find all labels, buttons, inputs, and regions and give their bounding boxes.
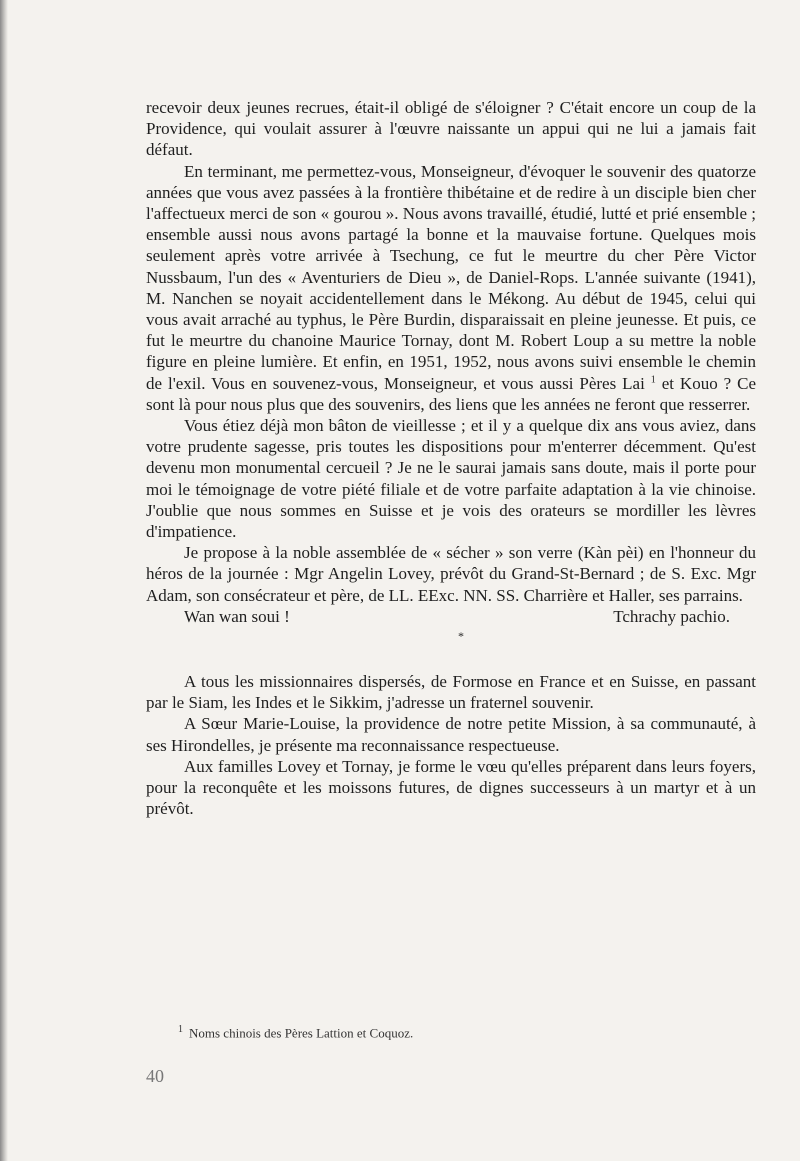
paragraph: A Sœur Marie-Louise, la providence de notre petite Mission, à sa communauté, à ses Hirondelles, je présente ma reconnaissance respectueuse. (146, 714, 756, 755)
footnote-reference: 1 (650, 373, 656, 385)
footnote (178, 1024, 413, 1041)
paragraph-text: En terminant, me permettez-vous, Monseigneur, d'évoquer le souvenir des quatorze années que vous avez passées à la frontière thibétaine et de redire à un disciple bien cher l'affectueux merci de son « gourou ». Nous avons travaillé, étudié, lutté et prié ensemble ; ensemble aussi nous avons partagé la bonne et la mauvaise fortune. Quelques mois seulement après votre arrivée à Tsechung, ce fut le meurtre du cher Père Victor Nussbaum, l'un des « Aventuriers de Dieu », de Daniel-Rops. L'année suivante (1941), M. Nanchen se noyait accidentellement dans le Mékong. Au début de 1945, celui qui vous avait arraché au typhus, le Père Burdin, disparaissait en pleine jeunesse. Et puis, ce fut le meurtre du chanoine Maurice Tornay, dont M. Robert Loup a su mettre la noble figure en pleine lumière. Et enfin, en 1951, 1952, nous avons suivi ensemble le chemin de l'exil. Vous en souvenez-vous, Monseigneur, et vous aussi Pères Lai (146, 161, 756, 393)
footnote-mark: 1 (178, 1024, 183, 1035)
toast-left: Wan wan soui ! (184, 606, 290, 626)
paragraph: Je propose à la noble assemblée de « sécher » son verre (Kàn pèi) en l'honneur du héros de la journée : Mgr Angelin Lovey, prévôt du Grand-St-Bernard ; de S. Exc. Mgr Adam, son consécrateur et père, de LL. EExc. NN. SS. Charrière et Haller, ses parrains. (146, 543, 756, 605)
paragraph (146, 161, 756, 415)
paragraph: recevoir deux jeunes recrues, était-il obligé de s'éloigner ? C'était encore un coup de la Providence, qui voulait assurer à l'œuvre naissante un appui qui ne lui a jamais fait défaut. (146, 98, 756, 160)
toast-right: Tchrachy pachio. (613, 606, 730, 626)
toast-line (146, 606, 756, 627)
page-body (146, 97, 756, 820)
paragraph-text: et Kouo ? Ce sont là pour nous plus que des souvenirs, des liens que les années ne feront que resserrer. (146, 373, 757, 414)
paragraph: Aux familles Lovey et Tornay, je forme le vœu qu'elles préparent dans leurs foyers, pour la reconquête et les moissons futures, de dignes successeurs à un martyr et à un prévôt. (146, 756, 756, 819)
section-separator: * (458, 629, 464, 644)
page-number: 40 (146, 1066, 164, 1086)
scan-edge-shadow (0, 0, 8, 1161)
paragraph: A tous les missionnaires dispersés, de Formose en France et en Suisse, en passant par le Siam, les Indes et le Sikkim, j'adresse un fraternel souvenir. (146, 672, 756, 713)
footnote-text: Noms chinois des Pères Lattion et Coquoz. (189, 1025, 414, 1041)
paragraph: Vous étiez déjà mon bâton de vieillesse ; et il y a quelque dix ans vous aviez, dans votre prudente sagesse, pris toutes les dispositions pour m'enterrer décemment. Qu'est devenu mon monumental cercueil ? Je ne le saurai jamais sans doute, mais il porte pour moi le témoignage de votre piété filiale et de votre parfaite adaptation à la vie chinoise. J'oublie que nous sommes en Suisse et je vois des orateurs se mordiller les lèvres d'impatience. (146, 416, 756, 542)
